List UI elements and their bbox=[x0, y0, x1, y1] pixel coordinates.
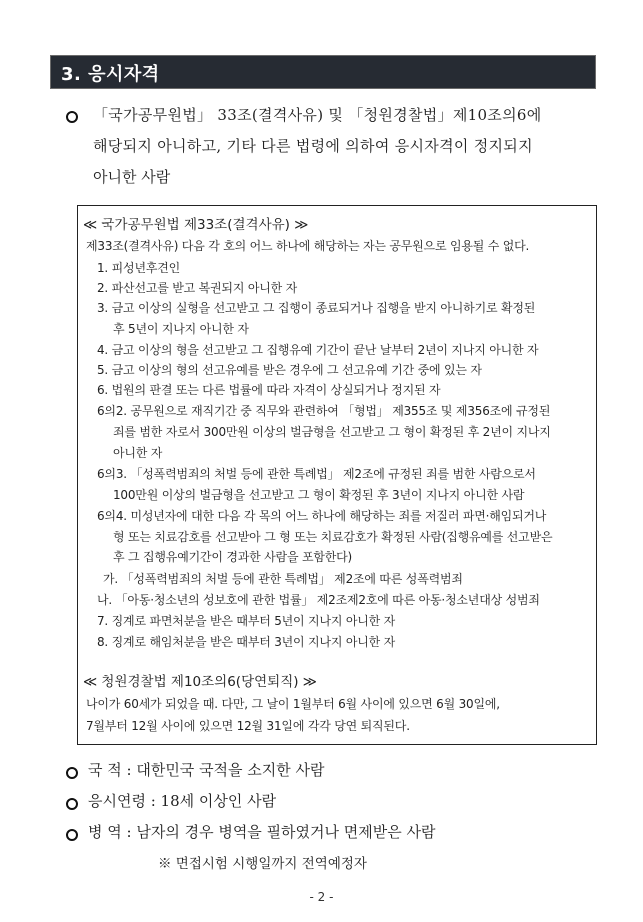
law1-line: 1. 피성년후견인 bbox=[97, 261, 181, 275]
law1-line: 2. 파산선고를 받고 복권되지 아니한 자 bbox=[97, 281, 298, 295]
law1-line: 후 5년이 지나지 아니한 자 bbox=[113, 322, 249, 336]
section-header bbox=[50, 55, 596, 89]
law1-line: 5. 금고 이상의 형의 선고유예를 받은 경우에 그 선고유예 기간 중에 있는 자 bbox=[97, 363, 482, 377]
law1-line: 죄를 범한 자로서 300만원 이상의 벌금형을 선고받고 그 형이 확정된 후 2년이 지나지 bbox=[113, 425, 551, 439]
law1-line: 4. 금고 이상의 형을 선고받고 그 집행유예 기간이 끝난 날부터 2년이 지나지 아니한 자 bbox=[97, 343, 539, 357]
law1-heading: ≪ 국가공무원법 제33조(결격사유) ≫ bbox=[83, 217, 309, 233]
law1-line: 아니한 자 bbox=[113, 446, 163, 460]
law2-line: 7월부터 12월 사이에 있으면 12월 31일에 각각 당연 퇴직된다. bbox=[86, 719, 410, 733]
law1-line: 100만원 이상의 벌금형을 선고받고 그 형이 확정된 후 3년이 지나지 아니한 사람 bbox=[113, 488, 525, 502]
law1-line: 6의3. 「성폭력범죄의 처벌 등에 관한 특례법」 제2조에 규정된 죄를 범한 사람으로서 bbox=[97, 467, 536, 481]
bullet-circle-icon bbox=[66, 798, 78, 810]
law1-line: 6의4. 미성년자에 대한 다음 각 목의 어느 하나에 해당하는 죄를 저질러 파면·해임되거나 bbox=[97, 509, 547, 523]
law1-line: 형 또는 치료감호를 선고받아 그 형 또는 치료감호가 확정된 사람(집행유예를 선고받은 bbox=[113, 530, 553, 544]
bullet-circle-icon bbox=[66, 111, 78, 123]
law1-line: 나. 「아동·청소년의 성보호에 관한 법률」 제2조제2호에 따른 아동·청소년대상 성범죄 bbox=[97, 593, 540, 607]
law1-line: 8. 징계로 해임처분을 받은 때부터 3년이 지나지 아니한 자 bbox=[97, 635, 396, 649]
intro-line: 아니한 사람 bbox=[93, 168, 171, 186]
law2-line: 나이가 60세가 되었을 때. 다만, 그 날이 1월부터 6월 사이에 있으면 6월 30일에, bbox=[86, 697, 500, 711]
section-title: 3. 응시자격 bbox=[61, 64, 160, 85]
intro-line: 해당되지 아니하고, 기타 다른 법령에 의하여 응시자격이 정지되지 bbox=[93, 137, 533, 155]
law1-line: 6의2. 공무원으로 재직기간 중 직무와 관련하여 「형법」 제355조 및 제356조에 규정된 bbox=[97, 404, 551, 418]
bullet-circle-icon bbox=[66, 829, 78, 841]
footnote: ※ 면접시험 시행일까지 전역예정자 bbox=[158, 856, 367, 872]
requirement-military: 병 역 : 남자의 경우 병역을 필하였거나 면제받은 사람 bbox=[88, 823, 436, 841]
law1-line: 가. 「성폭력범죄의 처벌 등에 관한 특례법」 제2조에 따른 성폭력범죄 bbox=[103, 572, 463, 586]
law1-line: 후 그 집행유예기간이 경과한 사람을 포함한다) bbox=[113, 550, 353, 564]
law2-heading: ≪ 청원경찰법 제10조의6(당연퇴직) ≫ bbox=[83, 674, 317, 690]
requirement-nationality: 국 적 : 대한민국 국적을 소지한 사람 bbox=[88, 761, 325, 779]
requirement-age: 응시연령 : 18세 이상인 사람 bbox=[88, 792, 277, 810]
intro-line: 「국가공무원법」 33조(결격사유) 및 「청원경찰법」제10조의6에 bbox=[93, 106, 542, 124]
law1-intro: 제33조(결격사유) 다음 각 호의 어느 하나에 해당하는 자는 공무원으로 임용될 수 없다. bbox=[86, 239, 530, 253]
law1-line: 3. 금고 이상의 실형을 선고받고 그 집행이 종료되거나 집행을 받지 아니하기로 확정된 bbox=[97, 301, 536, 315]
law1-line: 6. 법원의 판결 또는 다른 법률에 따라 자격이 상실되거나 정지된 자 bbox=[97, 383, 441, 397]
bullet-circle-icon bbox=[66, 767, 78, 779]
page-number: - 2 - bbox=[309, 890, 334, 904]
law1-line: 7. 징계로 파면처분을 받은 때부터 5년이 지나지 아니한 자 bbox=[97, 614, 396, 628]
